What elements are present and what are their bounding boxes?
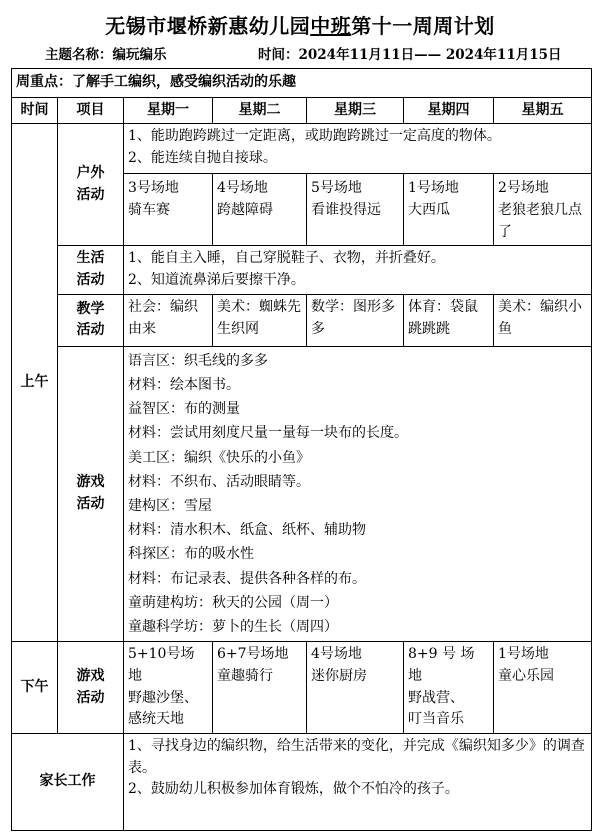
game-line: 材料：布记录表、提供各种各样的布。 bbox=[128, 570, 366, 587]
life-goal-2: 2、知道流鼻涕后要擦干净。 bbox=[128, 272, 305, 289]
outdoor-goals bbox=[124, 124, 592, 174]
teaching-thursday: 体育：袋鼠跳跳跳 bbox=[404, 294, 494, 346]
life-label bbox=[58, 246, 124, 294]
parents-row bbox=[12, 734, 592, 831]
header-item: 项目 bbox=[58, 97, 124, 124]
teaching-friday: 美术：编织小鱼 bbox=[494, 294, 592, 346]
parents-line-1: 1、寻找身边的编织物，给生活带来的变化，并完成《编织知多少》的调查表。 bbox=[128, 738, 585, 776]
outdoor-wednesday: 5号场地 看谁投得远 bbox=[307, 174, 404, 246]
outdoor-goal-2: 2、能连续自抛自接球。 bbox=[128, 150, 277, 167]
afternoon-thursday: 8+9 号 场 地 野战营、 叮当音乐 bbox=[404, 642, 494, 734]
title-suffix: 第十一周周计划 bbox=[351, 14, 495, 38]
teaching-wednesday: 数学：图形多多 bbox=[307, 294, 404, 346]
teaching-label-text: 教学活动 bbox=[76, 300, 105, 339]
morning-game-label-text: 游戏活动 bbox=[76, 474, 105, 513]
period-morning: 上午 bbox=[12, 124, 58, 642]
header-friday: 星期五 bbox=[494, 97, 592, 124]
outdoor-monday: 3号场地 骑车赛 bbox=[124, 174, 213, 246]
parents-line-2: 2、鼓励幼儿积极参加体育锻炼，做个不怕冷的孩子。 bbox=[128, 781, 459, 798]
game-line: 材料：清水积木、纸盒、纸杯、辅助物 bbox=[128, 522, 366, 539]
life-label-text: 生活活动 bbox=[76, 250, 105, 289]
life-goal-1: 1、能自主入睡，自己穿脱鞋子、衣物，并折叠好。 bbox=[128, 250, 445, 267]
plan-table bbox=[11, 68, 592, 831]
header-time: 时间 bbox=[12, 97, 58, 124]
afternoon-game-label-text: 游戏活动 bbox=[76, 667, 105, 706]
game-line: 建构区：雪屋 bbox=[128, 498, 212, 515]
afternoon-friday: 1号场地 童心乐园 bbox=[494, 642, 592, 734]
afternoon-game-label bbox=[58, 642, 124, 734]
game-line: 童萌建构坊：秋天的公园（周一） bbox=[128, 594, 338, 611]
page-title bbox=[0, 10, 600, 39]
morning-game-row bbox=[12, 346, 592, 641]
header-row bbox=[12, 97, 592, 124]
focus-row bbox=[12, 69, 592, 98]
life-row bbox=[12, 246, 592, 294]
life-goals bbox=[124, 246, 592, 294]
afternoon-tuesday: 6+7号场地 童趣骑行 bbox=[213, 642, 307, 734]
header-monday: 星期一 bbox=[124, 97, 213, 124]
game-line: 科探区：布的吸水性 bbox=[128, 546, 254, 563]
game-line: 材料：不织布、活动眼睛等。 bbox=[128, 473, 310, 490]
teaching-row bbox=[12, 294, 592, 346]
parents-label: 家长工作 bbox=[12, 734, 124, 831]
game-line: 益智区：布的测量 bbox=[128, 401, 240, 418]
date-range: 时间：2024年11月11日—— 2024年11月15日 bbox=[258, 47, 562, 63]
outdoor-thursday: 1号场地 大西瓜 bbox=[404, 174, 494, 246]
header-thursday: 星期四 bbox=[404, 97, 494, 124]
afternoon-game-row bbox=[12, 642, 592, 734]
header-wednesday: 星期三 bbox=[307, 97, 404, 124]
game-line: 美工区：编织《快乐的小鱼》 bbox=[128, 449, 310, 466]
parents-content bbox=[124, 734, 592, 831]
teaching-monday: 社会：编织由来 bbox=[124, 294, 213, 346]
outdoor-friday: 2号场地 老狼老狼几点了 bbox=[494, 174, 592, 246]
title-prefix: 无锡市堰桥新惠幼儿园 bbox=[105, 14, 311, 38]
game-line: 童趣科学坊：萝卜的生长（周四） bbox=[128, 619, 338, 636]
game-line: 材料：绘本图书。 bbox=[128, 377, 240, 394]
outdoor-tuesday: 4号场地 跨越障碍 bbox=[213, 174, 307, 246]
afternoon-wednesday: 4号场地 迷你厨房 bbox=[307, 642, 404, 734]
game-line: 语言区：织毛线的多多 bbox=[128, 352, 268, 369]
week-focus: 周重点：了解手工编织，感受编织活动的乐趣 bbox=[12, 69, 592, 98]
game-line: 材料：尝试用刻度尺量一量每一块布的长度。 bbox=[128, 425, 408, 442]
outdoor-goal-1: 1、能助跑跨跳过一定距离，或助跑跨跳过一定高度的物体。 bbox=[128, 128, 501, 145]
outdoor-label bbox=[58, 124, 124, 246]
morning-game-label bbox=[58, 346, 124, 641]
period-afternoon: 下午 bbox=[12, 642, 58, 734]
morning-game-content bbox=[124, 346, 592, 641]
outdoor-label-text: 户外活动 bbox=[76, 165, 105, 203]
teaching-label bbox=[58, 294, 124, 346]
title-class: 中班 bbox=[310, 14, 352, 38]
theme-name: 主题名称：编玩编乐 bbox=[45, 47, 167, 63]
afternoon-monday: 5+10号场地 野趣沙堡、感统天地 bbox=[124, 642, 213, 734]
teaching-tuesday: 美术：蜘蛛先生织网 bbox=[213, 294, 307, 346]
outdoor-goals-row bbox=[12, 124, 592, 174]
header-tuesday: 星期二 bbox=[213, 97, 307, 124]
